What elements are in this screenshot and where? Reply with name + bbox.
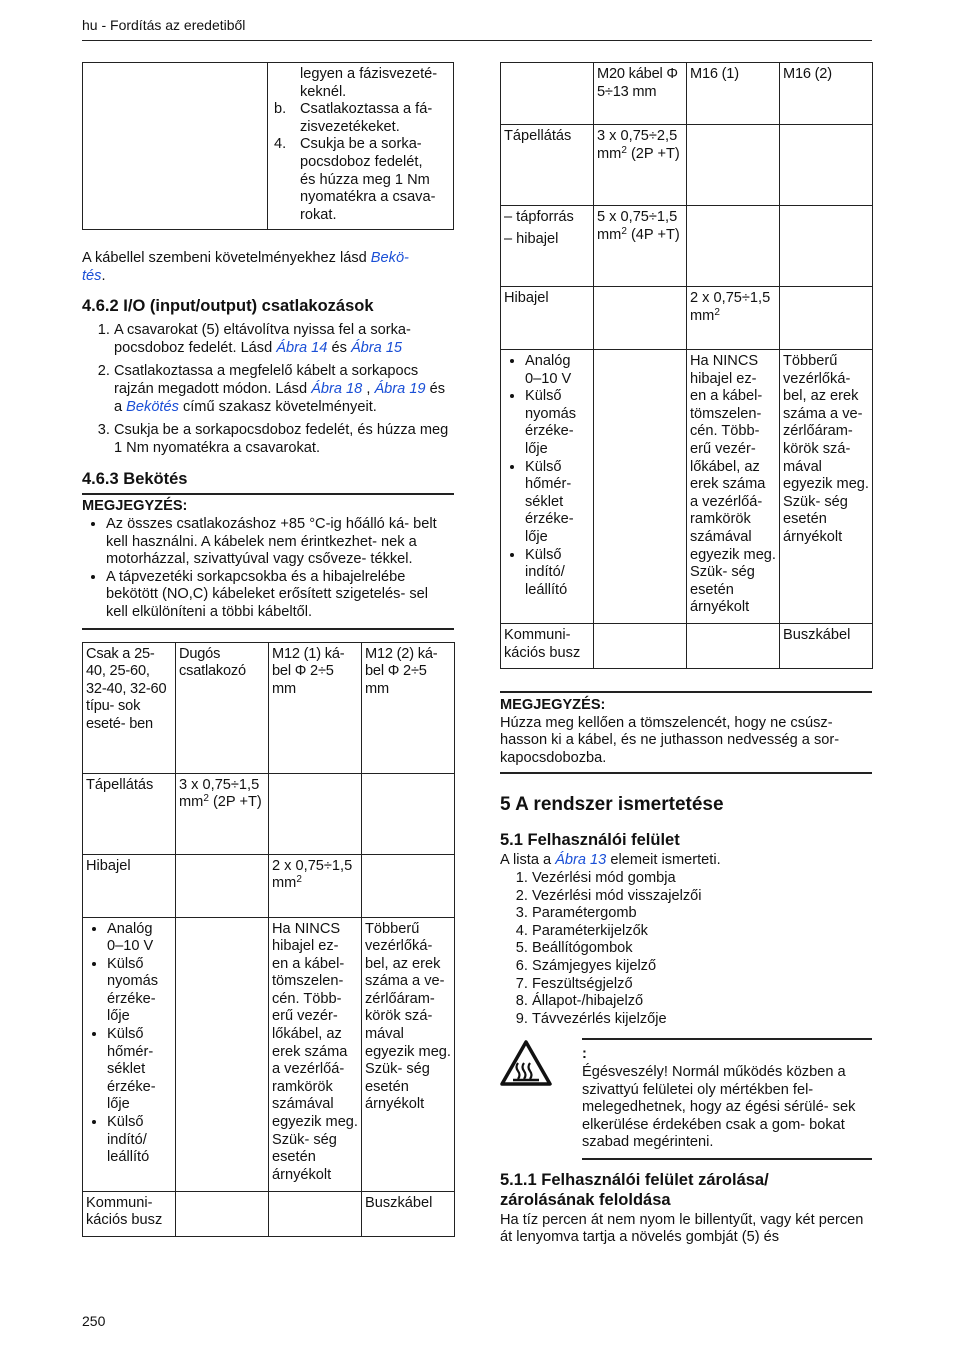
table-cell: Többerű vezérlőká- bel, az erek száma a ve- zérlőáram- körök szá- mával egyezik meg. Szük- ség esetén árnyékolt [362, 917, 455, 1191]
list-item: 5. Beállítógombok [532, 940, 872, 958]
header-cell [501, 63, 594, 125]
row-label: Hibajel [83, 854, 176, 917]
warning-colon: : [582, 1046, 587, 1063]
table-cell [362, 773, 455, 854]
row-label: Kommuni- kációs busz [83, 1191, 176, 1236]
header-cell: M16 (1) [687, 63, 780, 125]
table-cell [780, 287, 873, 350]
signal-list [83, 921, 172, 1167]
link-bekotes-cont[interactable]: tés [82, 267, 102, 284]
header-title: hu - Fordítás az eredetiből [82, 17, 246, 33]
row-label: Hibajel [501, 287, 594, 350]
section-4-6-3-title: 4.6.3 Bekötés [82, 470, 188, 489]
section-5-1-title: 5.1 Felhasználói felület [500, 831, 680, 850]
list-item: • Külső indító/ leállító [107, 1114, 172, 1167]
list-item: • Külső indító/ leállító [525, 547, 590, 600]
left-column [82, 62, 454, 1237]
table-cell [687, 206, 780, 287]
row-label: – tápforrás – hibajel [501, 206, 594, 287]
header-cell: M16 (2) [780, 63, 873, 125]
link-abra-13[interactable]: Ábra 13 [555, 852, 607, 869]
signal-list [501, 353, 590, 599]
io-step-3: 3. Csukja be a sorkapocsdoboz fedelét, és húzza meg 1 Nm nyomatékra a csavarokat. [114, 422, 454, 457]
hot-surface-warning-icon [500, 1040, 552, 1086]
link-bekotes[interactable]: Bekö- [370, 250, 409, 266]
list-item: • Analóg 0–10 V [107, 921, 172, 956]
list-item: 7. Feszültségjelző [532, 976, 872, 994]
list-item: 4. Paraméterkijelzők [532, 923, 872, 941]
link-abra-15[interactable]: Ábra 15 [350, 339, 403, 356]
list-item: 1. Vezérlési mód gombja [532, 870, 872, 888]
continuation-table [82, 62, 454, 230]
note-top-rule [82, 493, 454, 495]
table-cell [687, 624, 780, 669]
table-cell [362, 854, 455, 917]
link-abra-18[interactable]: Ábra 18 [311, 380, 363, 397]
row-label: Kommuni- kációs busz [501, 624, 594, 669]
list-item: • Analóg 0–10 V [525, 353, 590, 388]
list-item: 6. Számjegyes kijelző [532, 958, 872, 976]
warning-box [500, 1038, 872, 1160]
header-cell: M12 (2) ká- bel Φ 2÷5 mm [362, 642, 455, 773]
signal-list-cell [501, 350, 594, 624]
connection-table-left [82, 642, 455, 1237]
io-step-1: 1. A csavarokat (5) eltávolítva nyissa fel a sorka- pocsdoboz fedelét. Lásd Ábra 14 és Ábra 15 [114, 322, 454, 357]
header-cell: Csak a 25-40, 25-60, 32-40, 32-60 típu- sok eseté- ben [83, 642, 176, 773]
signal-list-cell [83, 917, 176, 1191]
section-4-6-2-title: 4.6.2 I/O (input/output) csatlakozások [82, 297, 374, 316]
table-cell: Buszkábel [780, 624, 873, 669]
table-cell [269, 1191, 362, 1236]
list-intro: A lista a Ábra 13 elemeit ismerteti. [500, 852, 721, 869]
section-5-1-1-title: 5.1.1 Felhasználói felület zárolása/ zárolásának feloldása [500, 1170, 769, 1209]
table-cell [176, 1191, 269, 1236]
table-cell: 3 x 0,75÷1,5 $mm^2$ (2P +T) [176, 773, 269, 854]
row-label: Tápellátás [501, 125, 594, 206]
table-cell [176, 917, 269, 1191]
table-cell [594, 624, 687, 669]
note-item: • A tápvezetéki sorkapcsokba és a hibajelrelébe bekötött (NO,C) kábeleket erősített szigetelés- sel kell elkülöníteni a többi kábeltől. [106, 569, 446, 622]
header-cell: Dugós csatlakozó [176, 642, 269, 773]
empty-cell [83, 63, 268, 230]
note-text: Húzza meg kellően a tömszelencét, hogy ne csúsz- hasson ki a kábel, és ne juthasson nedvesség a sor- kapocsdobozba. [500, 714, 840, 766]
list-item: • Külső nyomás érzéke- lője [107, 956, 172, 1026]
header-cell: M12 (1) ká- bel Φ 2÷5 mm [269, 642, 362, 773]
table-cell: 5 x 0,75÷1,5 $mm^2$ (4P +T) [594, 206, 687, 287]
link-bekotes-2[interactable]: Bekötés [126, 398, 179, 415]
link-abra-14[interactable]: Ábra 14 [276, 339, 328, 356]
table-cell: 2 x 0,75÷1,5 $mm^2$ [269, 854, 362, 917]
list-item: • Külső nyomás érzéke- lője [525, 388, 590, 458]
note-label: MEGJEGYZÉS: [82, 498, 188, 515]
cable-requirement-paragraph: A kábellel szembeni követelményekhez lásd Bekö- tés. [82, 250, 409, 284]
right-column [500, 62, 872, 1247]
section-5-title: 5 A rendszer ismertetése [500, 794, 724, 816]
list-item: 8. Állapot-/hibajelző [532, 993, 872, 1011]
table-cell: Buszkábel [362, 1191, 455, 1236]
note-top-rule [500, 691, 872, 693]
row-label: Tápellátás [83, 773, 176, 854]
note-bottom-rule [500, 772, 872, 774]
table-cell [594, 287, 687, 350]
page-header [82, 15, 872, 41]
note-item: • Az összes csatlakozáshoz +85 °C-ig hőálló ká- belt kell használni. A kábelek nem érintkezhet- nek a motorházzal, szivattyúval vagy csőveze- tékkel. [106, 516, 446, 569]
list-item: 2. Vezérlési mód visszajelzői [532, 888, 872, 906]
lock-paragraph: Ha tíz percen át nem nyom le billentyűt, vagy két percen át lenyomva tartja a növelés gombját (5) és [500, 1211, 864, 1246]
table-cell: 3 x 0,75÷2,5 $mm^2$ (2P +T) [594, 125, 687, 206]
connection-table-right [500, 62, 873, 669]
list-item: 9. Távvezérlés kijelzője [532, 1011, 872, 1029]
table-cell [687, 125, 780, 206]
table-cell: Többerű vezérlőká- bel, az erek száma a ve- zérlőáram- körök szá- mával egyezik meg. Szük- ség esetén árnyékolt [780, 350, 873, 624]
warning-text-block [582, 1038, 872, 1160]
table-cell: Ha NINCS hibajel ez- en a kábel- tömszelen- cén. Több- erű vezér- lőkábel, az erek száma a vezérlőá- ramkörök számával egyezik meg. Szük- ség esetén árnyékolt [269, 917, 362, 1191]
page-number: 250 [82, 1313, 106, 1329]
header-cell: M20 kábel Φ 5÷13 mm [594, 63, 687, 125]
io-step-2: 2. Csatlakoztassa a megfelelő kábelt a sorkapocs rajzán megadott módon. Lásd Ábra 18 , Ábra 19 és a Bekötés című szakasz követelményeit. [114, 363, 454, 416]
note-list [82, 516, 446, 622]
steps-cell: legyen a fázisvezeté- keknél. b. Csatlakoztassa a fá- zisvezetékeket. 4. Csukja be a sorka- pocsdoboz fedelét, és húzza meg 1 Nm nyomatékra a csava- rokat. [268, 63, 454, 230]
table-cell: Ha NINCS hibajel ez- en a kábel- tömszelen- cén. Több- erű vezér- lőkábel, az erek száma a vezérlőá- ramkörök számával egyezik meg. Szük- ség esetén árnyékolt [687, 350, 780, 624]
table-cell [780, 206, 873, 287]
step-4: 4. Csukja be a sorka- pocsdoboz fedelét, és húzza meg 1 Nm nyomatékra a csava- rokat. [274, 136, 436, 223]
table-cell [780, 125, 873, 206]
note-bottom-rule [82, 628, 454, 630]
note-label: MEGJEGYZÉS: [500, 697, 606, 713]
table-cell: 2 x 0,75÷1,5 $mm^2$ [687, 287, 780, 350]
link-abra-19[interactable]: Ábra 19 [374, 380, 426, 397]
ui-elements-list [500, 870, 872, 1028]
list-item: 3. Paramétergomb [532, 905, 872, 923]
list-item: • Külső hőmér- séklet érzéke- lője [525, 459, 590, 547]
table-cell [269, 773, 362, 854]
table-cell [594, 350, 687, 624]
io-steps-list [82, 322, 454, 457]
warning-text: Égésveszély! Normál működés közben a szivattyú felületei oly mértékben fel- melegedhetnek, hogy az égési sérülé- sek elkerülése érdekében csak a gom- bokat szabad megérinteni. [582, 1063, 856, 1151]
list-item: • Külső hőmér- séklet érzéke- lője [107, 1026, 172, 1114]
table-cell [176, 854, 269, 917]
step-b: b. Csatlakoztassa a fá- zisvezetékeket. [274, 101, 433, 135]
